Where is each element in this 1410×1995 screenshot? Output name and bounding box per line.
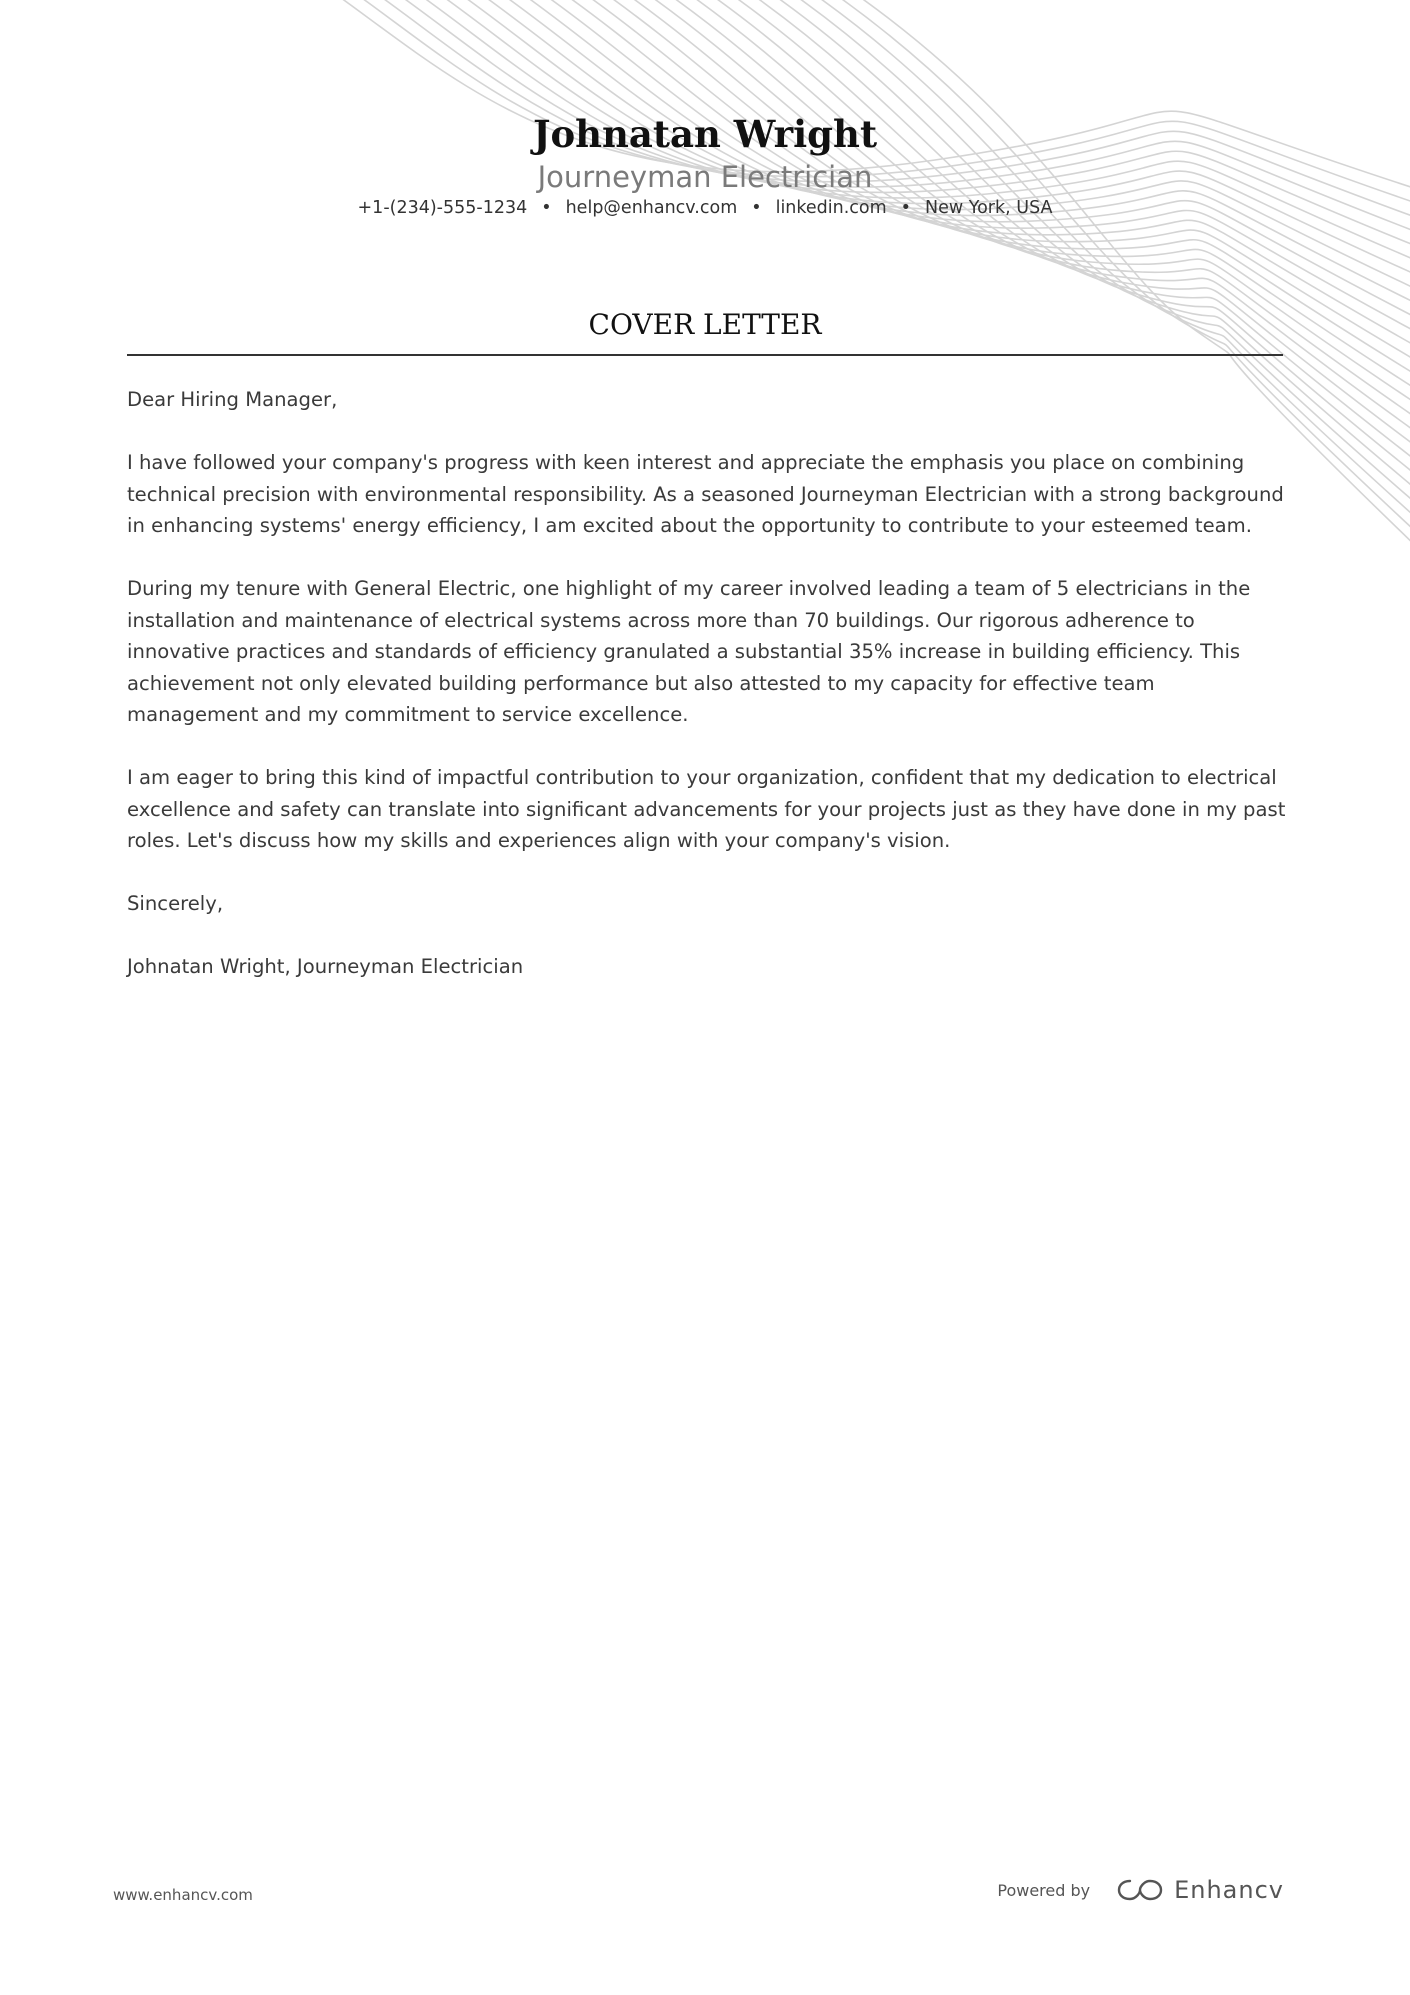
letter-closing: Sincerely, [127, 892, 224, 915]
footer-website[interactable]: www.enhancv.com [113, 1886, 253, 1904]
contact-separator: • [541, 198, 552, 218]
letter-paragraph: I am eager to bring this kind of impactful contribution to your organization, confident that my dedication to electrical excellence and safety can translate into significant advancements for your projects just as they have done in my past roles. Let's discuss how my skills and experiences align with your company's vision. [127, 766, 1286, 852]
candidate-title: Journeyman Electrician [537, 160, 873, 194]
enhancv-logo-icon [1116, 1877, 1164, 1903]
resume-header [0, 108, 1410, 220]
contact-email[interactable]: help@enhancv.com [565, 198, 738, 218]
candidate-name: Johnatan Wright [532, 112, 878, 156]
letter-body [127, 384, 1287, 1014]
letter-greeting: Dear Hiring Manager, [127, 388, 338, 411]
letter-paragraph: I have followed your company's progress with keen interest and appreciate the emphasis you place on combining technical precision with environmental responsibility. As a seasoned Journeyman Electrician with a strong background in enhancing systems' energy efficiency, I am excited about the opportunity to contribute to your esteemed team. [127, 451, 1284, 537]
footer-branding [997, 1876, 1284, 1904]
letter-paragraph: During my tenure with General Electric, one highlight of my career involved leading a team of 5 electricians in the installation and maintenance of electrical systems across more than 70 buildings. Our rigorous adherence to innovative practices and standards of efficiency granulated a substantial 35% increase in building efficiency. This achievement not only elevated building performance but also attested to my capacity for effective team management and my commitment to service excellence. [127, 577, 1251, 726]
contact-info [0, 196, 1410, 220]
brand-name: Enhancv [1174, 1876, 1284, 1904]
contact-linkedin[interactable]: linkedin.com [775, 198, 887, 218]
letter-signature: Johnatan Wright, Journeyman Electrician [127, 955, 524, 978]
contact-location: New York, USA [925, 198, 1053, 218]
wave-line [704, 0, 1410, 449]
contact-separator: • [751, 198, 762, 218]
section-title: COVER LETTER [588, 308, 822, 341]
section-divider [127, 354, 1283, 356]
contact-separator: • [900, 198, 911, 218]
powered-by-label: Powered by [997, 1880, 1091, 1900]
contact-phone[interactable]: +1-(234)-555-1234 [357, 198, 528, 218]
